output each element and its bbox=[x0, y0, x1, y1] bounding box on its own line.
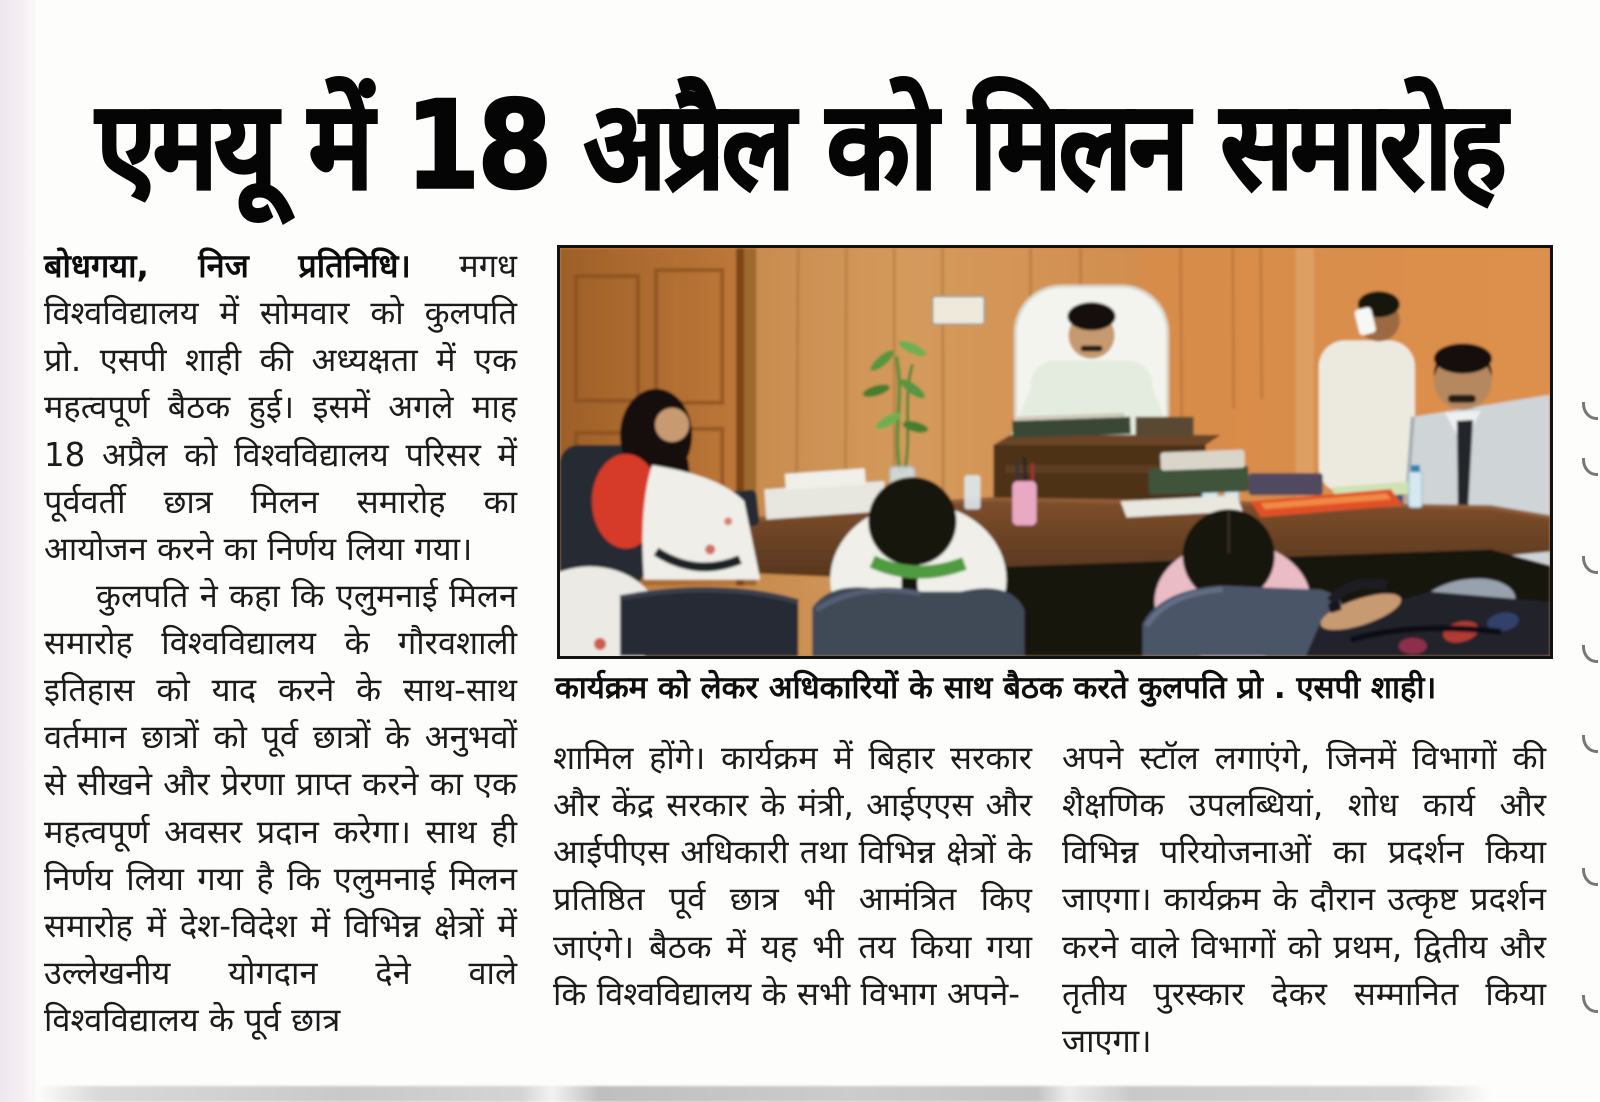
meeting-photo-illustration bbox=[560, 248, 1550, 656]
column-2-text: शामिल होंगे। कार्यक्रम में बिहार सरकार और केंद्र सरकार के मंत्री, आईएएस और आईपीएस अधिकारी तथा विभिन्न क्षेत्रों के प्रतिष्ठित पूर्व छात्र भी आमंत्रित किए जाएंगे। बैठक में यह भी तय किया गया कि विश्वविद्यालय के सभी विभाग अपने- bbox=[553, 739, 1032, 1013]
torn-adjacent-column-fragments bbox=[1578, 0, 1600, 1102]
paragraph-1-text: मगध विश्वविद्यालय में सोमवार को कुलपति प्रो. एसपी शाही की अध्यक्षता में एक महत्वपूर्ण बैठक हुई। इसमें अगले माह 18 अप्रैल को विश्वविद्यालय परिसर में पूर्ववर्ती छात्र मिलन समारोह का आयोजन करने का निर्णय लिया गया। bbox=[44, 247, 517, 568]
edge-mark bbox=[1582, 868, 1598, 886]
article-photo bbox=[557, 245, 1553, 659]
next-article-fold-strip bbox=[36, 1086, 1600, 1102]
article-column-3 bbox=[1062, 735, 1546, 1065]
edge-mark bbox=[1582, 735, 1598, 753]
edge-mark bbox=[1582, 402, 1598, 420]
paragraph-2: कुलपति ने कहा कि एलुमनाई मिलन समारोह विश्वविद्यालय के गौरवशाली इतिहास को याद करने के साथ-साथ वर्तमान छात्रों को पूर्व छात्रों के अनुभवों से सीखने और प्रेरणा प्राप्त करने का एक महत्वपूर्ण अवसर प्रदान करेगा। साथ ही निर्णय लिया गया है कि एलुमनाई मिलन समारोह में देश-विदेश में विभिन्न क्षेत्रों में उल्लेखनीय योगदान देने वाले विश्वविद्यालय के पूर्व छात्र bbox=[44, 576, 517, 1039]
photo-caption: कार्यक्रम को लेकर अधिकारियों के साथ बैठक करते कुलपति प्रो . एसपी शाही। bbox=[555, 670, 1437, 706]
dateline: बोधगया, निज प्रतिनिधि। bbox=[44, 247, 411, 285]
edge-mark bbox=[1582, 458, 1598, 476]
column-3-text: अपने स्टॉल लगाएंगे, जिनमें विभागों की शैक्षणिक उपलब्धियां, शोध कार्य और विभिन्न परियोजनाओं का प्रदर्शन किया जाएगा। कार्यक्रम के दौरान उत्कृष्ट प्रदर्शन करने वाले विभागों को प्रथम, द्वितीय और तृतीय पुरस्कार देकर सम्मानित किया जाएगा। bbox=[1062, 739, 1546, 1060]
article-column-2 bbox=[553, 735, 1032, 1018]
wall-switch-plate bbox=[932, 296, 984, 324]
edge-mark bbox=[1582, 995, 1598, 1013]
article-column-1 bbox=[44, 243, 517, 1044]
paragraph-1 bbox=[44, 243, 517, 573]
edge-mark bbox=[1582, 645, 1598, 663]
article-headline: एमयू में 18 अप्रैल को मिलन समारोह bbox=[96, 76, 1504, 216]
page-left-margin-strip bbox=[0, 0, 36, 1102]
edge-mark bbox=[1582, 556, 1598, 574]
